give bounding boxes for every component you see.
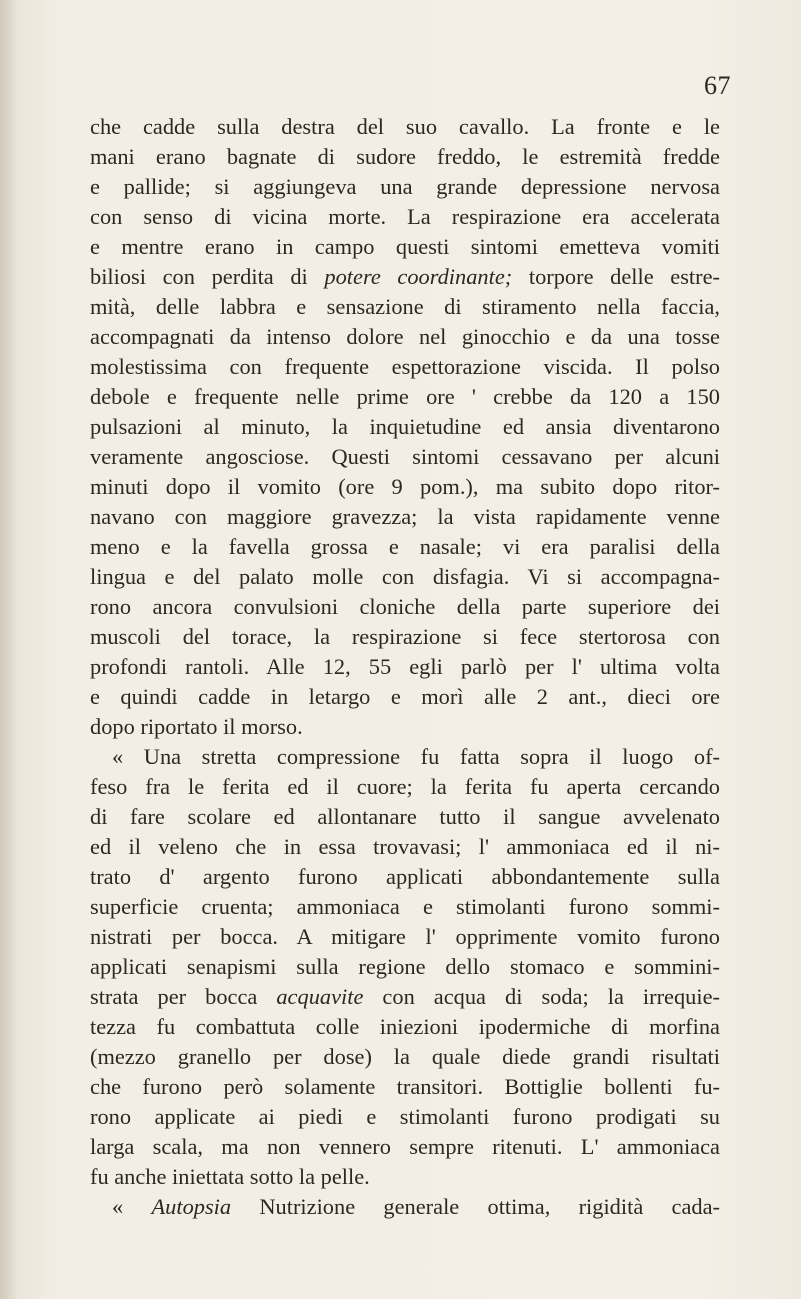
text-line	[90, 982, 720, 1012]
italic-term: potere coordinante;	[324, 264, 513, 289]
text-segment: con acqua di soda; la irrequie-	[363, 984, 720, 1009]
text-segment: Nutrizione generale ottima, rigidità cada-	[231, 1194, 720, 1219]
text-line: meno e la favella grossa e nasale; vi era paralisi della	[90, 534, 720, 559]
text-line: trato d' argento furono applicati abbondantemente sulla	[90, 864, 720, 889]
text-line: larga scala, ma non vennero sempre ritenuti. L' ammoniaca	[90, 1134, 720, 1159]
text-line: molestissima con frequente espettorazione viscida. Il polso	[90, 354, 720, 379]
text-line: veramente angosciose. Questi sintomi cessavano per alcuni	[90, 444, 720, 469]
text-line: mità, delle labbra e sensazione di stiramento nella faccia,	[90, 294, 720, 319]
text-line: applicati senapismi sulla regione dello stomaco e sommini-	[90, 954, 720, 979]
text-line: minuti dopo il vomito (ore 9 pom.), ma subito dopo ritor-	[90, 474, 720, 499]
text-line: mani erano bagnate di sudore freddo, le estremità fredde	[90, 144, 720, 169]
text-line: nistrati per bocca. A mitigare l' opprimente vomito furono	[90, 924, 720, 949]
text-line: tezza fu combattuta colle iniezioni ipodermiche di morfina	[90, 1014, 720, 1039]
text-line: dopo riportato il morso.	[90, 714, 303, 739]
text-segment: biliosi con perdita di	[90, 264, 325, 289]
italic-term: acquavite	[276, 984, 364, 1009]
text-line: e pallide; si aggiungeva una grande depressione nervosa	[90, 174, 720, 199]
text-line: lingua e del palato molle con disfagia. Vi si accompagna-	[90, 564, 720, 589]
text-line: rono ancora convulsioni cloniche della parte superiore dei	[90, 594, 720, 619]
text-line: debole e frequente nelle prime ore ' crebbe da 120 a 150	[90, 384, 720, 409]
text-line: con senso di vicina morte. La respirazione era accelerata	[90, 204, 720, 229]
text-line: « Una stretta compressione fu fatta sopra il luogo of-	[112, 744, 720, 769]
text-line: navano con maggiore gravezza; la vista rapidamente venne	[90, 504, 720, 529]
text-line: pulsazioni al minuto, la inquietudine ed ansia diventarono	[90, 414, 720, 439]
text-line: feso fra le ferita ed il cuore; la ferita fu aperta cercando	[90, 774, 720, 799]
spine-shadow	[0, 0, 18, 1299]
text-line: superficie cruenta; ammoniaca e stimolanti furono sommi-	[90, 894, 720, 919]
text-line	[90, 1192, 720, 1222]
body-text	[90, 112, 720, 1222]
text-line: muscoli del torace, la respirazione si fece stertorosa con	[90, 624, 720, 649]
text-line: che furono però solamente transitori. Bottiglie bollenti fu-	[90, 1074, 720, 1099]
page-number: 67	[704, 71, 731, 100]
text-line: e quindi cadde in letargo e morì alle 2 ant., dieci ore	[90, 684, 720, 709]
text-line: profondi rantoli. Alle 12, 55 egli parlò per l' ultima volta	[90, 654, 720, 679]
text-line: (mezzo granello per dose) la quale diede grandi risultati	[90, 1044, 720, 1069]
text-segment: torpore delle estre-	[512, 264, 721, 289]
text-line: fu anche iniettata sotto la pelle.	[90, 1164, 370, 1189]
text-line: che cadde sulla destra del suo cavallo. La fronte e le	[90, 114, 720, 139]
text-line: accompagnati da intenso dolore nel ginocchio e da una tosse	[90, 324, 720, 349]
italic-term: Autopsia	[151, 1194, 232, 1219]
text-line	[90, 262, 720, 292]
text-segment: strata per bocca	[90, 984, 277, 1009]
text-segment: «	[112, 1194, 152, 1219]
text-line: ed il veleno che in essa trovavasi; l' ammoniaca ed il ni-	[90, 834, 720, 859]
text-line: rono applicate ai piedi e stimolanti furono prodigati su	[90, 1104, 720, 1129]
text-line: di fare scolare ed allontanare tutto il sangue avvelenato	[90, 804, 720, 829]
text-line: e mentre erano in campo questi sintomi emetteva vomiti	[90, 234, 720, 259]
